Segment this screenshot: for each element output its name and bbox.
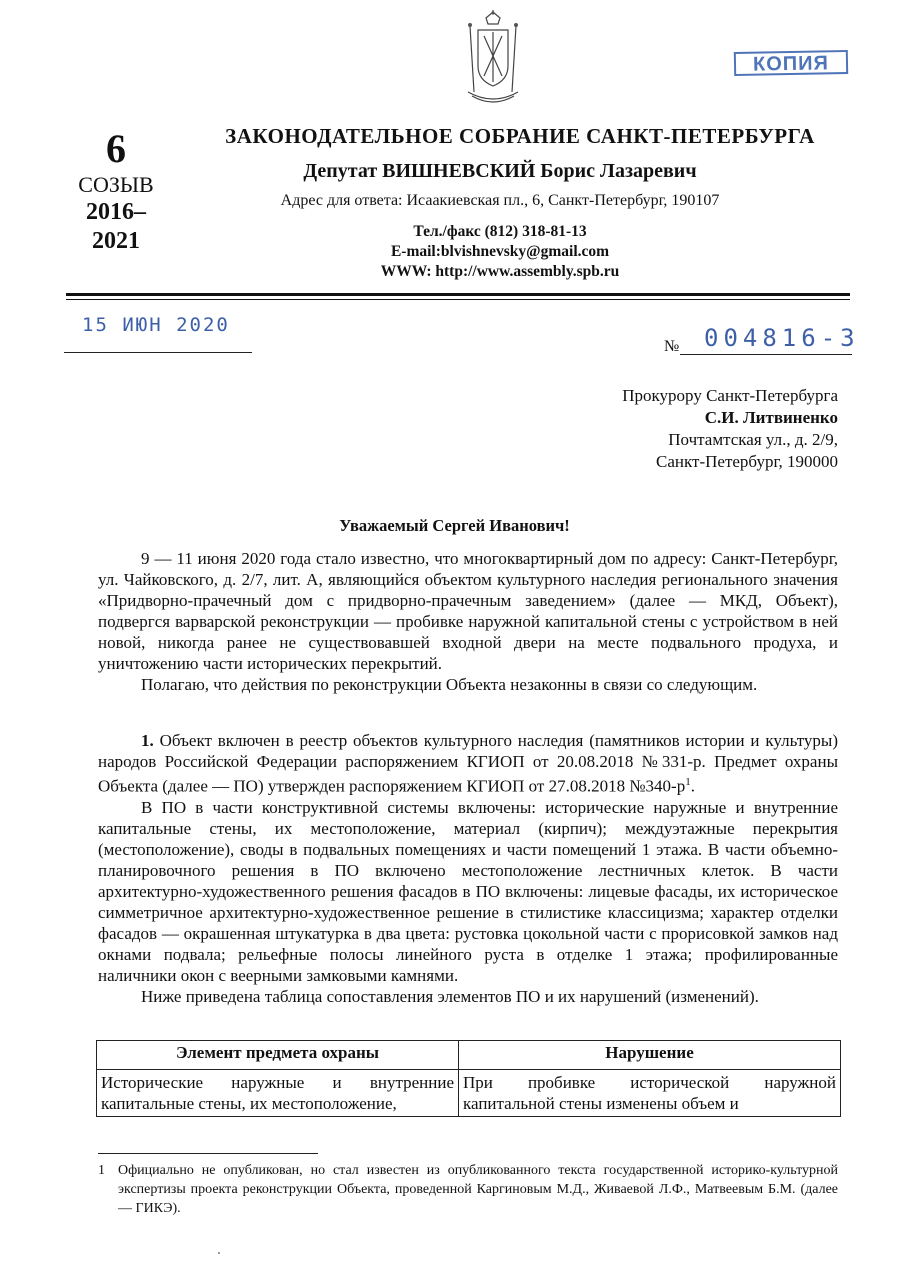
comparison-table (96, 1040, 841, 1117)
letter-body-intro (98, 548, 838, 695)
footnote-text: Официально не опубликован, но стал известен из опубликованного текста государственной историко-культурной экспертизы проекта реконструкции Объекта, проведенной Каргиновым М.Д., Живаевой Л.Ф., Матвеевым Б.М. (далее — ГИКЭ). (118, 1163, 838, 1216)
paragraph-1: 9 — 11 июня 2020 года стало известно, что многоквартирный дом по адресу: Санкт-Петербург, ул. Чайковского, д. 2/7, лит. А, являющийся объектом культурного наследия регионального значения «Придворно-прачечный дом с придворно-прачечным заведением» (далее — МКД, Объект), подвергся варварской реконструкции — пробивке наружной капитальной стены с устройством в ней новой, никогда ранее не существовавшей входной двери на месте подвального продуха, и уничтожению части исторических перекрытий. (98, 549, 838, 673)
copy-stamp: КОПИЯ (734, 50, 848, 76)
paragraph-5: Ниже приведена таблица сопоставления элементов ПО и их нарушений (изменений). (141, 986, 759, 1006)
convocation-years-end: 2021 (92, 228, 140, 254)
footnote-separator (98, 1153, 318, 1154)
convocation-years-start: 2016– (86, 199, 146, 225)
letter-body-section-1 (98, 730, 838, 1007)
section-number: 1. (141, 731, 154, 750)
table-cell-violation: При пробивке исторической наружной капитальной стены изменены объем и (459, 1070, 841, 1117)
paragraph-3 (98, 730, 838, 797)
number-underline (680, 354, 852, 355)
date-underline (64, 352, 252, 353)
header-rule-thin (66, 299, 850, 300)
table-row (97, 1070, 841, 1117)
website: WWW: http://www.assembly.spb.ru (380, 263, 620, 280)
convocation-number: 6 (106, 126, 126, 171)
number-sign: № (664, 338, 680, 355)
addressee-city: Санкт-Петербург, 190000 (656, 452, 838, 471)
addressee-name: С.И. Литвиненко (704, 408, 838, 427)
paragraph-3-text: Объект включен в реестр объектов культурного наследия (памятников истории и культуры) народов Российской Федерации распоряжением КГИОП от 20.08.2018 №331-р. Предмет охраны Объекта (далее — ПО) утвержден распоряжением КГИОП от 27.08.2018 №340-р (98, 731, 838, 796)
paragraph-4: В ПО в части конструктивной системы включены: исторические наружные и внутренние капитальные стены, их местоположение, материал (кирпич); междуэтажные перекрытия (местоположение), своды в подвальных помещениях и части помещений 1 этажа. В части объемно-планировочного решения в ПО включено местоположение лестничных клеток. В части архитектурно-художественного решения фасадов в ПО включены: лицевые фасады, их историческое симметричное архитектурно-художественное решение в стилистике классицизма; характер отделки фасадов — окрашенная штукатурка в два цвета: рустовка цокольной части с прорисовкой замков над окнами подвала; рельефные полосы линейного руста в отделке 1 этажа; профилированные наличники окон с веерными замковыми камнями. (98, 797, 838, 985)
addressee-street: Почтамтская ул., д. 2/9, (668, 430, 838, 449)
paragraph-2: Полагаю, что действия по реконструкции Объекта незаконны в связи со следующим. (141, 675, 758, 694)
footnote-ref: 1 (685, 776, 691, 788)
contacts-block (200, 222, 800, 282)
date-stamp: 15 ИЮН 2020 (82, 314, 230, 336)
addressee-title: Прокурору Санкт-Петербурга (622, 386, 838, 405)
addressee-block (480, 385, 838, 473)
registration-number-stamp: 004816-3 (704, 324, 860, 352)
reply-address: Адрес для ответа: Исаакиевская пл., 6, Санкт-Петербург, 190107 (280, 192, 720, 209)
scan-speck (218, 1252, 220, 1254)
table-cell-element: Исторические наружные и внутренние капитальные стены, их местоположение, (97, 1070, 459, 1117)
table-header-protected-element: Элемент предмета охраны (97, 1041, 459, 1070)
coat-of-arms-icon (460, 10, 526, 108)
deputy-name: Депутат ВИШНЕВСКИЙ Борис Лазаревич (303, 160, 697, 182)
convocation-label: СОЗЫВ (78, 172, 154, 197)
table-header-violation: Нарушение (459, 1041, 841, 1070)
email: E-mail:blvishnevsky@gmail.com (390, 243, 610, 260)
organization-title: ЗАКОНОДАТЕЛЬНОЕ СОБРАНИЕ САНКТ-ПЕТЕРБУРГА (225, 124, 815, 148)
convocation-block (56, 126, 176, 256)
footnote (98, 1161, 838, 1218)
footnote-number: 1 (98, 1163, 105, 1178)
salutation: Уважаемый Сергей Иванович! (339, 516, 570, 535)
header-rule-thick (66, 293, 850, 296)
paragraph-3-end: . (690, 776, 695, 796)
phone-fax: Тел./факс (812) 318-81-13 (413, 223, 587, 240)
table-header-row (97, 1041, 841, 1070)
